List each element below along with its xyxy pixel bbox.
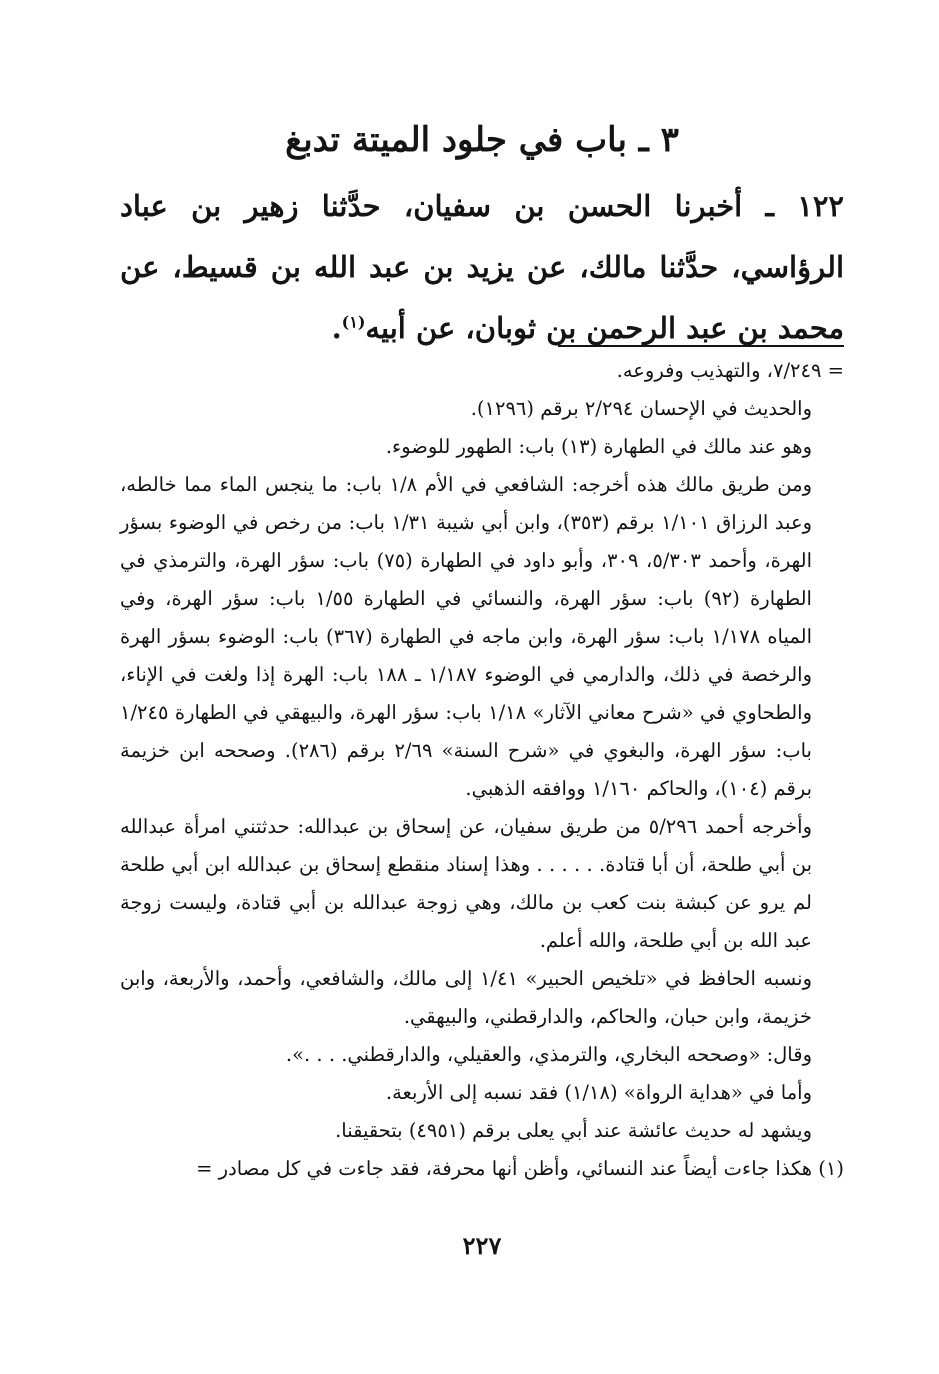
- footnote-paragraph: ومن طريق مالك هذه أخرجه: الشافعي في الأم ١/٨ باب: ما ينجس الماء مما خالطه، وعبد الرزاق ١/١٠١ برقم (٣٥٣)، وابن أبي شيبة ١/٣١ باب: من رخص في الوضوء بسؤر الهرة، وأحمد ٥/٣٠٣، ٣٠٩، وأبو داود في الطهارة (٧٥) باب: سؤر الهرة، والترمذي في الطهارة (٩٢) باب: سؤر الهرة، والنسائي في الطهارة ١/٥٥ باب: سؤر الهرة، وفي المياه ١/١٧٨ باب: سؤر الهرة، وابن ماجه في الطهارة (٣٦٧) باب: الوضوء بسؤر الهرة والرخصة في ذلك، والدارمي في الوضوء ١/١٨٧ ـ ١٨٨ باب: الهرة إذا ولغت في الإناء، والطحاوي في «شرح معاني الآثار» ١/١٨ باب: سؤر الهرة، والبيهقي في الطهارة ١/٢٤٥ باب: سؤر الهرة، والبغوي في «شرح السنة» ٢/٦٩ برقم (٢٨٦). وصححه ابن خزيمة برقم (١٠٤)، والحاكم ١/١٦٠ ووافقه الذهبي.: [120, 473, 812, 800]
- footnote-divider: [558, 345, 844, 347]
- footnote-one: (١) هكذا جاءت أيضاً عند النسائي، وأظن أنها محرفة، فقد جاءت في كل مصادر =: [196, 1157, 844, 1180]
- footnote-paragraph: ويشهد له حديث عائشة عند أبي يعلى برقم (٤٩٥١) بتحقيقنا.: [335, 1119, 812, 1142]
- footnote-continuation: = ٧/٢٤٩، والتهذيب وفروعه.: [616, 359, 844, 382]
- footnote-paragraph: وأخرجه أحمد ٥/٢٩٦ من طريق سفيان، عن إسحاق بن عبدالله: حدثتني امرأة عبدالله بن أبي طلحة، أن أبا قتادة. . . . . . وهذا إسناد منقطع إسحاق بن عبدالله ابن أبي طلحة لم يرو عن كبشة بنت كعب بن مالك، وهي زوجة عبدالله بن أبي قتادة، وليست زوجة عبد الله بن أبي طلحة، والله أعلم.: [120, 815, 812, 952]
- footnotes-section: [120, 352, 844, 1188]
- book-page: [120, 0, 844, 1374]
- footnote-paragraph: وهو عند مالك في الطهارة (١٣) باب: الطهور للوضوء.: [385, 435, 812, 458]
- hadith-text: ١٢٢ ـ أخبرنا الحسن بن سفيان، حدَّثنا زهير بن عباد الرؤاسي، حدَّثنا مالك، عن يزيد بن عبد الله بن قسيط، عن محمد بن عبد الرحمن بن ثوبان، عن أبيه: [120, 189, 844, 345]
- footnote-paragraph: ونسبه الحافظ في «تلخيص الحبير» ١/٤١ إلى مالك، والشافعي، وأحمد، والأربعة، وابن خزيمة، وابن حبان، والحاكم، والدارقطني، والبيهقي.: [120, 967, 812, 1028]
- hadith-end: .: [331, 311, 342, 345]
- hadith-text-block: [120, 176, 844, 359]
- footnote-paragraph: وقال: «وصححه البخاري، والترمذي، والعقيلي، والدارقطني. . . .».: [285, 1043, 812, 1066]
- footnote-paragraph: وأما في «هداية الرواة» (١/١٨) فقد نسبه إلى الأربعة.: [385, 1081, 812, 1104]
- page-number: ٢٢٧: [462, 1231, 502, 1260]
- footnote-paragraph: والحديث في الإحسان ٢/٢٩٤ برقم (١٢٩٦).: [470, 397, 812, 420]
- chapter-title: ٣ ـ باب في جلود الميتة تدبغ: [285, 120, 679, 160]
- footnote-marker: (١): [341, 312, 366, 332]
